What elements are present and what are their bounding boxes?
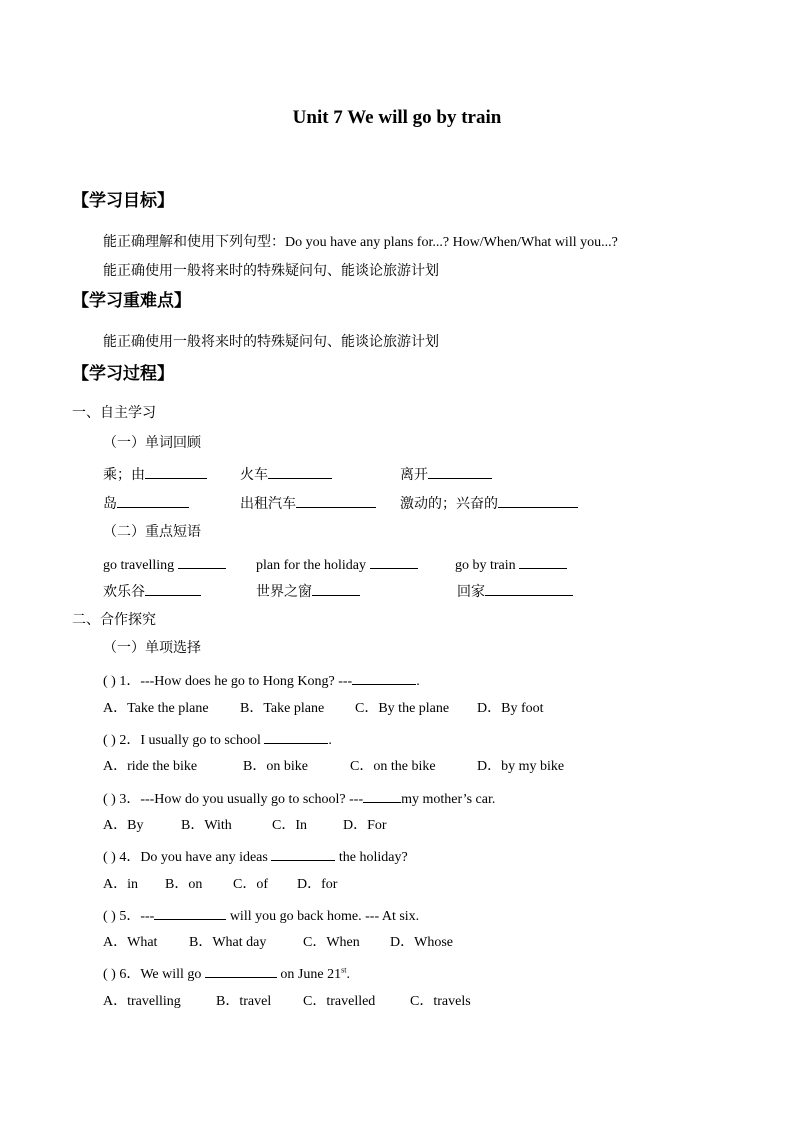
objectives-heading: 【学习目标】 [72,191,174,211]
word-item: 岛 [103,495,189,511]
question-stem: ( ) 5．--- will you go back home. --- At six. [103,909,420,924]
option-a[interactable]: A．What [103,935,158,950]
option-d[interactable]: D．Whose [390,935,453,950]
answer-blank[interactable] [312,583,360,596]
question-2-options [0,760,794,778]
question-stem: ( ) 2．I usually go to school . [103,733,332,748]
option-b[interactable]: B．Take plane [240,701,325,716]
answer-blank[interactable] [519,556,567,569]
question-2 [0,731,794,749]
answer-blank[interactable] [428,466,492,479]
phrases-row-2 [0,583,794,601]
question-5 [0,907,794,925]
answer-blank[interactable] [296,495,376,508]
question-6-options [0,995,794,1013]
question-6 [0,965,794,983]
phrase-item: 回家 [457,583,573,599]
words-label: （一）单词回顾 [103,435,201,451]
key-points-heading: 【学习重难点】 [72,291,191,311]
answer-blank[interactable] [271,848,335,861]
answer-blank[interactable] [154,907,226,920]
key-points-line-1: 能正确使用一般将来时的特殊疑问句、能谈论旅游计划 [103,334,439,350]
option-b[interactable]: B．on bike [243,759,308,774]
part2-label: 二、合作探究 [72,612,156,628]
question-4 [0,848,794,866]
answer-blank[interactable] [370,556,418,569]
part1-label: 一、自主学习 [72,405,156,421]
option-d[interactable]: D．For [343,818,387,833]
option-a[interactable]: A．Take the plane [103,701,209,716]
question-stem: ( ) 4．Do you have any ideas the holiday? [103,850,408,865]
answer-blank[interactable] [352,672,416,685]
phrase-item: go travelling [103,556,226,573]
option-d[interactable]: D．for [297,877,338,892]
question-stem: ( ) 1．---How does he go to Hong Kong? --- . [103,674,420,689]
question-1 [0,672,794,690]
option-a[interactable]: A．travelling [103,994,181,1009]
process-heading: 【学习过程】 [72,364,174,384]
objectives-line-2: 能正确使用一般将来时的特殊疑问句、能谈论旅游计划 [103,263,439,279]
question-3 [0,790,794,808]
option-c[interactable]: C．travelled [303,994,376,1009]
answer-blank[interactable] [498,495,578,508]
answer-blank[interactable] [264,731,328,744]
page-title: Unit 7 We will go by train [292,107,502,128]
objectives-line-1-zh: 能正确理解和使用下列句型： [103,234,285,250]
answer-blank[interactable] [205,965,277,978]
words-row-2 [0,495,794,513]
answer-blank[interactable] [145,583,201,596]
words-row-1 [0,466,794,484]
phrases-label: （二）重点短语 [103,524,201,540]
question-stem: ( ) 6．We will go on June 21st. [103,965,350,982]
mc-label: （一）单项选择 [103,640,201,656]
option-d[interactable]: D．By foot [477,701,544,716]
phrase-item: go by train [455,556,567,573]
option-b[interactable]: B．travel [216,994,272,1009]
option-c[interactable]: C．of [233,877,268,892]
option-c[interactable]: C．In [272,818,307,833]
ordinal-suffix: st [341,965,347,975]
question-stem: ( ) 3．---How do you usually go to school? --- my mother’s car. [103,792,496,807]
option-d[interactable]: C．travels [410,994,471,1009]
option-c[interactable]: C．on the bike [350,759,436,774]
question-3-options [0,819,794,837]
word-item: 激动的；兴奋的 [400,495,578,511]
option-a[interactable]: A．ride the bike [103,759,198,774]
word-item: 乘；由 [103,466,207,482]
option-a[interactable]: A．in [103,877,138,892]
word-item: 火车 [240,466,332,482]
objectives-line-1-en: Do you have any plans for...? How/When/What will you...? [285,235,618,250]
phrase-item: 世界之窗 [256,583,360,599]
question-4-options [0,878,794,896]
option-c[interactable]: C．When [303,935,360,950]
option-a[interactable]: A．By [103,818,144,833]
answer-blank[interactable] [485,583,573,596]
phrase-item: plan for the holiday [256,556,418,573]
objectives-line-1 [103,235,618,250]
question-5-options [0,936,794,954]
word-item: 出租汽车 [240,495,376,511]
phrase-item: 欢乐谷 [103,583,201,599]
option-b[interactable]: B．What day [189,935,267,950]
option-b[interactable]: B．With [181,818,232,833]
phrases-row-1 [0,556,794,574]
word-item: 离开 [400,466,492,482]
answer-blank[interactable] [117,495,189,508]
question-1-options [0,702,794,720]
answer-blank[interactable] [145,466,207,479]
option-b[interactable]: B．on [165,877,203,892]
option-c[interactable]: C．By the plane [355,701,450,716]
answer-blank[interactable] [363,790,401,803]
option-d[interactable]: D．by my bike [477,759,565,774]
answer-blank[interactable] [178,556,226,569]
answer-blank[interactable] [268,466,332,479]
